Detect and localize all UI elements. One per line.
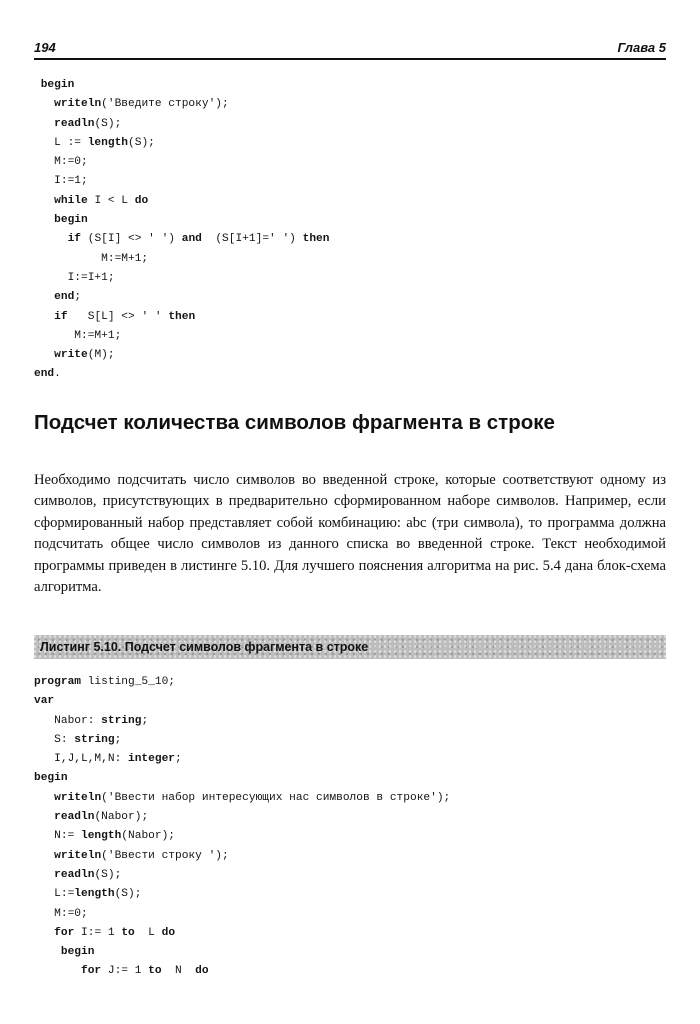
code-text <box>34 965 81 977</box>
code-keyword: then <box>168 310 196 323</box>
listing-caption: Листинг 5.10. Подсчет символов фрагмента в строке <box>34 635 666 659</box>
code-keyword: write <box>54 349 88 362</box>
code-text: L:= <box>34 888 75 901</box>
code-text: S[L] <> ' ' <box>67 310 169 323</box>
code-text: M:=M+1; <box>34 329 122 342</box>
code-keyword: if <box>67 233 82 246</box>
code-text <box>34 79 41 91</box>
code-text: S: <box>34 733 75 746</box>
code-line <box>34 192 329 211</box>
code-text: (S[I] <> ' ') <box>81 233 182 246</box>
code-line <box>34 250 329 269</box>
code-keyword: length <box>74 888 115 901</box>
code-text <box>34 927 54 939</box>
code-keyword: begin <box>40 79 75 91</box>
code-line <box>34 731 450 750</box>
code-keyword: readln <box>54 811 95 824</box>
code-keyword: writeln <box>54 791 102 804</box>
code-keyword: for <box>54 926 75 939</box>
code-text <box>34 946 61 958</box>
code-text: I,J,L,M,N: <box>34 753 128 766</box>
code-text: ; <box>74 291 82 304</box>
code-line <box>34 943 450 962</box>
code-keyword: readln <box>54 117 95 130</box>
code-text: (S); <box>114 888 142 901</box>
code-keyword: to <box>148 965 162 978</box>
code-line <box>34 115 329 134</box>
code-line <box>34 153 329 172</box>
page-number: 194 <box>34 40 56 55</box>
code-keyword: end <box>34 368 55 381</box>
code-line <box>34 327 329 346</box>
code-line <box>34 365 329 384</box>
code-line <box>34 808 450 827</box>
code-text: (S[I+1]=' ') <box>201 233 303 246</box>
code-text <box>34 792 54 804</box>
code-text: ('Ввести набор интересующих нас символов в строке'); <box>101 791 451 804</box>
code-text: (Nabor); <box>121 830 176 843</box>
body-paragraph: Необходимо подсчитать число символов во введенной строке, которые соответствуют одному из символов, присутствующих в предварительно сформированном наборе символов. Например, если сформированный набор представляет собой комбинацию: abc (три символа), то программа должна подсчитать общее число символов из данного списка во введенной строке. Текст необходимой программы приведен в листинге 5.10. Для лучшего пояснения алгоритма на рис. 5.4 дана блок-схема алгоритма. <box>34 472 666 596</box>
code-keyword: readln <box>54 868 95 881</box>
code-text: M:=0; <box>34 907 88 920</box>
code-text: M:=0; <box>34 156 88 169</box>
code-keyword: length <box>87 136 129 149</box>
code-line <box>34 905 450 924</box>
page-header <box>34 38 666 60</box>
code-keyword: do <box>161 926 176 939</box>
code-text: Nabor: <box>34 714 102 727</box>
code-line <box>34 308 329 327</box>
code-keyword: program <box>34 676 81 688</box>
code-line <box>34 230 329 249</box>
code-text <box>34 118 54 130</box>
code-keyword: integer <box>128 753 175 766</box>
code-text: I:=1; <box>34 175 88 188</box>
code-text <box>34 349 54 361</box>
code-keyword: begin <box>54 214 88 227</box>
code-keyword: and <box>181 233 202 246</box>
code-text: I:= 1 <box>74 926 122 939</box>
code-text: (Nabor); <box>94 811 149 824</box>
code-text: L := <box>34 136 88 149</box>
code-text <box>34 233 68 245</box>
section-heading: Подсчет количества символов фрагмента в строке <box>34 411 555 434</box>
code-text: N <box>161 965 196 978</box>
code-keyword: begin <box>34 772 68 785</box>
code-line <box>34 712 450 731</box>
code-text <box>34 195 54 207</box>
code-keyword: begin <box>60 946 95 959</box>
code-keyword: string <box>74 733 115 746</box>
code-line <box>34 924 450 943</box>
code-text: ; <box>175 753 182 766</box>
code-text: (S); <box>94 117 122 130</box>
code-text <box>34 311 54 323</box>
code-text: ('Ввести строку '); <box>101 849 229 862</box>
code-text: (M); <box>87 349 115 362</box>
code-line <box>34 962 450 981</box>
code-text: ('Введите строку'); <box>101 98 229 111</box>
code-line <box>34 288 329 307</box>
code-text: N:= <box>34 830 81 843</box>
code-text: ; <box>141 714 149 727</box>
chapter-title: Глава 5 <box>617 40 666 55</box>
code-keyword: length <box>81 830 122 843</box>
code-text <box>34 850 54 862</box>
code-line <box>34 847 450 866</box>
code-keyword: string <box>101 714 142 727</box>
code-text <box>34 811 54 823</box>
code-line <box>34 866 450 885</box>
code-text: M:=M+1; <box>34 252 149 265</box>
code-text <box>34 214 54 226</box>
code-line <box>34 885 450 904</box>
code-keyword: writeln <box>54 849 102 862</box>
code-text <box>34 98 54 110</box>
code-text <box>34 869 54 881</box>
code-keyword: while <box>54 194 88 207</box>
code-keyword: do <box>134 194 149 207</box>
code-keyword: if <box>54 310 68 323</box>
code-text: . <box>54 368 61 381</box>
code-listing-1 <box>34 76 329 385</box>
code-line <box>34 346 329 365</box>
code-keyword: then <box>302 233 330 246</box>
code-line <box>34 673 450 692</box>
code-text: (S); <box>128 136 155 149</box>
code-text <box>34 291 54 303</box>
code-line <box>34 172 329 191</box>
code-line <box>34 692 450 711</box>
code-text: J:= 1 <box>101 965 149 978</box>
code-line <box>34 789 450 808</box>
code-text: L <box>134 926 162 939</box>
code-text: (S); <box>94 868 122 881</box>
code-line <box>34 269 329 288</box>
code-text: I:=I+1; <box>34 271 115 284</box>
code-line <box>34 769 450 788</box>
code-line <box>34 827 450 846</box>
code-line <box>34 211 329 230</box>
code-line <box>34 134 329 153</box>
code-keyword: end <box>54 291 75 304</box>
code-listing-2 <box>34 673 450 982</box>
code-line <box>34 76 329 95</box>
code-keyword: writeln <box>54 98 102 111</box>
code-keyword: do <box>195 965 209 978</box>
code-keyword: var <box>34 695 55 708</box>
code-line <box>34 95 329 114</box>
code-keyword: to <box>121 926 135 939</box>
code-text: ; <box>114 733 122 746</box>
code-text: I < L <box>87 194 135 207</box>
code-keyword: for <box>81 965 102 978</box>
code-text: listing_5_10; <box>81 676 175 688</box>
code-line <box>34 750 450 769</box>
